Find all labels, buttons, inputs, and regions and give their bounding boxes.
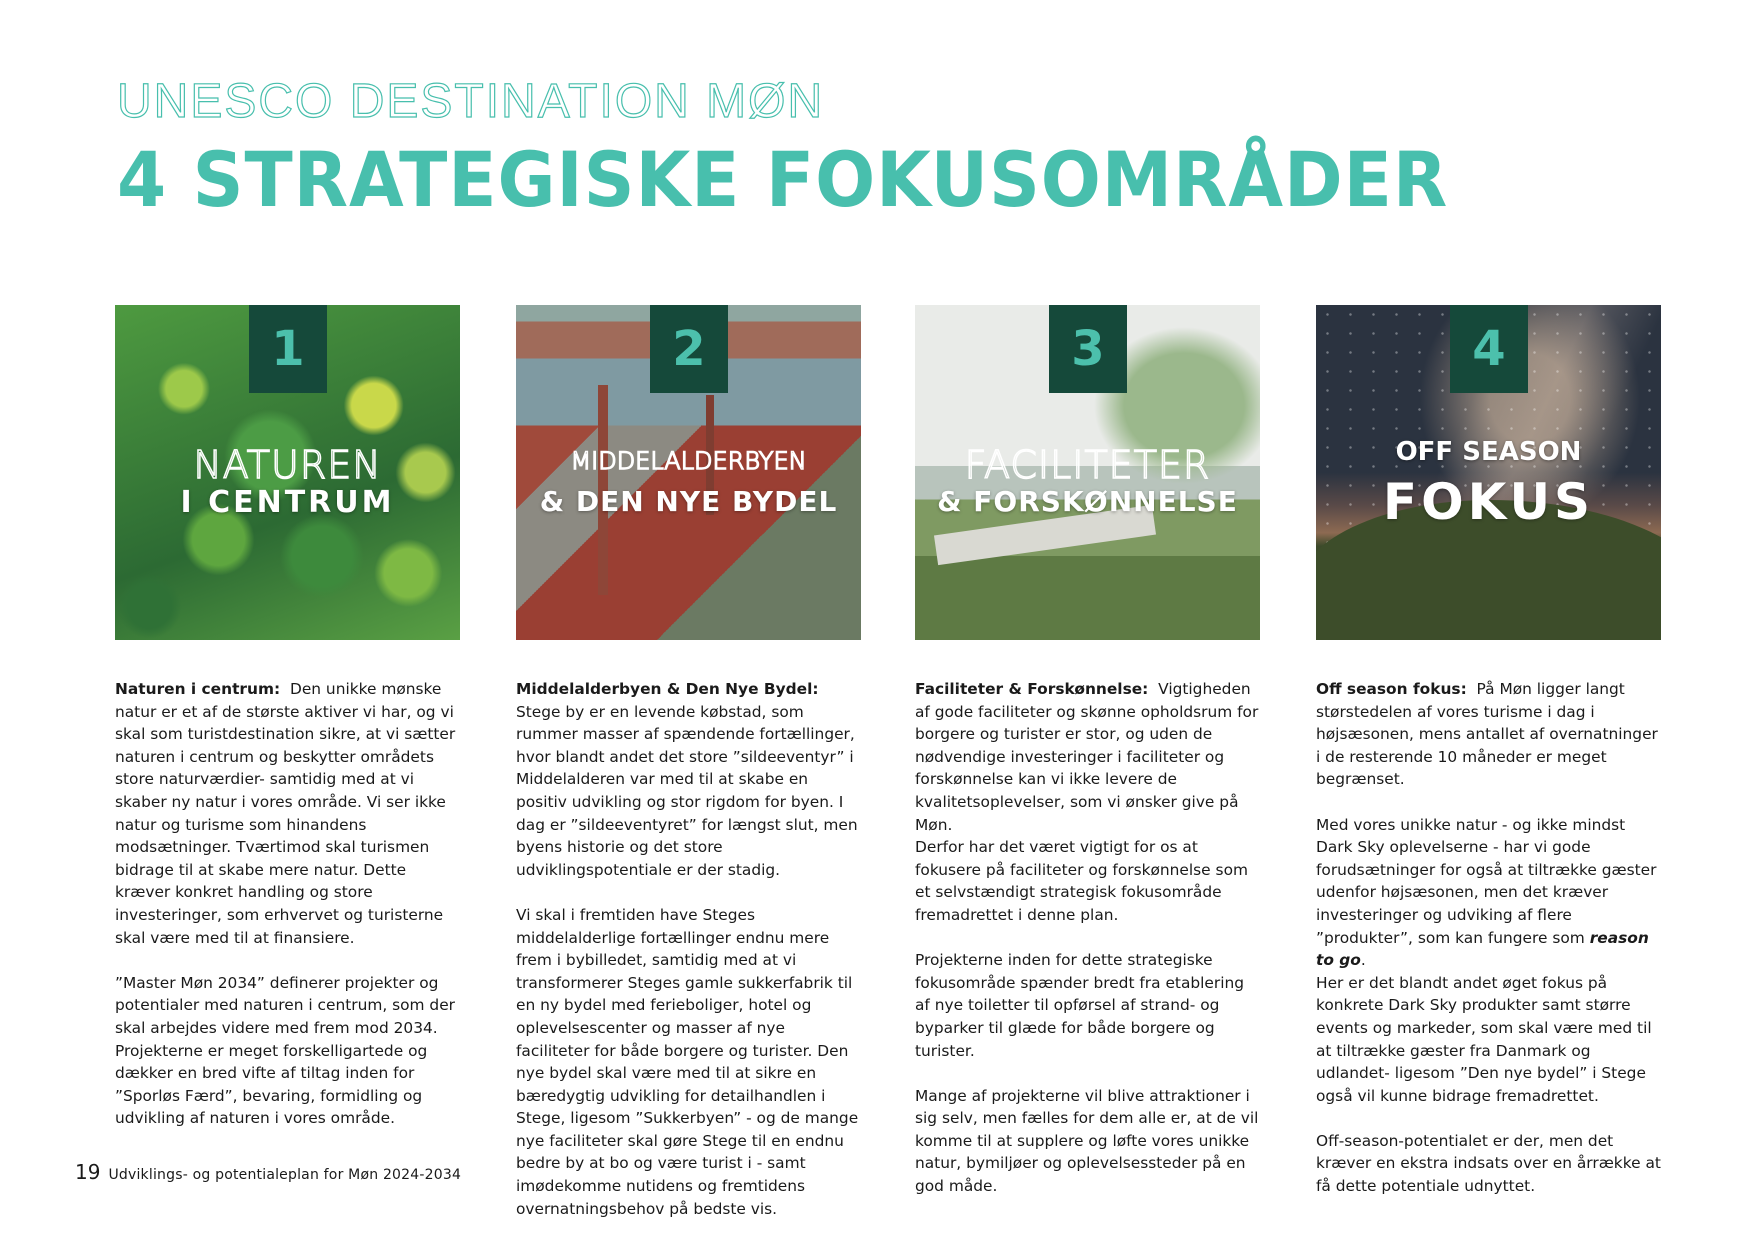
emphasis-tail: . — [1360, 951, 1366, 970]
overlay-title-outline: MIDDELALDERBYEN — [570, 447, 807, 475]
overlay-title-bold: FOKUS — [1382, 473, 1595, 531]
overlay-title-outline: FACILITETER — [964, 443, 1211, 487]
focus-area-3 — [915, 305, 1260, 1220]
paragraph: Her er det blandt andet øget fokus på konkrete Dark Sky produkter samt større events og markeder, som skal være med til at tiltrække gæster fra Danmark og udlandet- ligesom ”Den nye bydel” i Stege også vil kunne bidrage fremadrettet. — [1316, 973, 1652, 1105]
paragraph: Mange af projekterne vil blive attraktioner i sig selv, men fælles for dem alle er, at de vil komme til at supplere og løfte vores unikke natur, bymiljøer og oplevelsessteder på en god måde. — [915, 1086, 1259, 1196]
paragraph: ”Master Møn 2034” definerer projekter og potentialer med naturen i centrum, som der skal arbejdes videre med frem mod 2034. Projekterne er meget forskelligartede og dækker en bred vifte af tiltag inden for ”Sporløs Færd”, bevaring, formidling og udvikling af naturen i vores område. — [115, 973, 455, 1128]
focus-area-2 — [516, 305, 861, 1243]
focus-area-4 — [1316, 305, 1661, 1220]
focus-area-1 — [115, 305, 460, 1152]
lead-heading: Faciliteter & Forskønnelse: — [915, 680, 1149, 698]
lead-heading: Middelalderbyen & Den Nye Bydel: — [516, 680, 819, 698]
overlay-title-bold: & FORSKØNNELSE — [937, 485, 1238, 518]
paragraph: Off-season-potentialet er der, men det kræver en ekstra indsats over en årrække at få dette potentiale udnyttet. — [1316, 1131, 1661, 1196]
paragraph: Vi skal i fremtiden have Steges middelalderlige fortællinger endnu mere frem i bybilledet, samtidig med at vi transformerer Steges gamle sukkerfabrik til en ny bydel med ferieboliger, hotel og oplevelsescenter og masser af nye faciliteter for både borgere og turister. Den nye bydel skal være med til at sikre en bæredygtig udvikling for detailhandlen i Stege, ligesom ”Sukkerbyen” - og de mange nye faciliteter skal gøre Stege til en endnu bedre by at bo og være turist i - samt imødekomme nutidens og fremtidens overnatningsbehov på bedste vis. — [516, 905, 859, 1218]
overlay-title-outline: OFF SEASON — [1395, 437, 1582, 467]
lead-heading: Off season fokus: — [1316, 680, 1467, 698]
body-text — [115, 678, 460, 1130]
paragraph: Med vores unikke natur - og ikke mindst Dark Sky oplevelserne - har vi gode forudsætninger for også at tiltrække gæster udenfor højsæsonen, men det kræver investeringer og udviking af flere ”produkter”, som kan fungere som — [1316, 815, 1657, 947]
town-aerial-photo — [516, 305, 861, 640]
body-text — [516, 678, 861, 1220]
body-text — [915, 678, 1260, 1198]
footer — [75, 1160, 461, 1184]
number-badge: 2 — [650, 305, 728, 393]
night-sky-photo — [1316, 305, 1661, 640]
paragraph: Den unikke mønske natur er et af de største aktiver vi har, og vi skal som turistdestination sikre, at vi sætter naturen i centrum og beskytter områdets store naturværdier- samtidig med at vi skaber ny natur i vores område. Vi ser ikke natur og turisme som hinandens modsætninger. Tværtimod skal turismen bidrage til at skabe mere natur. Dette kræver konkret handling og store investeringer, som erhvervet og turisterne skal være med til at finansiere. — [115, 680, 456, 947]
paragraph: Stege by er en levende købstad, som rummer masser af spændende fortællinger, hvor blandt andet det store ”sildeeventyr” i Middelalderen var med til at skabe en positiv udvikling og stor rigdom for byen. I dag er ”sildeeventyret” for længst slut, men byens historie og det store udviklingspotentiale er der stadig. — [516, 702, 858, 879]
number-badge: 1 — [249, 305, 327, 393]
footer-text: Udviklings- og potentialeplan for Møn 2024-2034 — [108, 1167, 462, 1183]
emphasis-text: reason to go — [1316, 928, 1649, 970]
number-badge: 3 — [1049, 305, 1127, 393]
paragraph: På Møn ligger langt størstedelen af vores turisme i dag i højsæsonen, mens antallet af overnatninger i de resterende 10 måneder er meget begrænset. — [1316, 680, 1658, 789]
supertitle: UNESCO DESTINATION MØN — [117, 75, 825, 128]
page-number: 19 — [75, 1160, 101, 1184]
overlay-title-outline: NATUREN — [193, 443, 382, 487]
forest-photo — [115, 305, 460, 640]
body-text — [1316, 678, 1661, 1198]
overlay-title-bold: I CENTRUM — [180, 485, 395, 520]
overlay-title-bold: & DEN NYE BYDEL — [539, 485, 838, 518]
lead-heading: Naturen i centrum: — [115, 680, 281, 698]
park-rendering-photo — [915, 305, 1260, 640]
paragraph: Projekterne inden for dette strategiske fokusområde spænder bredt fra etablering af nye toiletter til opførsel af strand- og byparker til glæde for både borgere og turister. — [915, 951, 1245, 1060]
number-badge: 4 — [1450, 305, 1528, 393]
paragraph: Vigtigheden af gode faciliteter og skønne opholdsrum for borgere og turister er stor, og uden de nødvendige investeringer i faciliteter og forskønnelse kan vi ikke levere de kvalitetsoplevelser, som vi ønsker give på Møn. Derfor har det været vigtigt for os at fokusere på faciliteter og forskønnelse som et selvstændigt strategisk fokusområde fremadrettet i denne plan. — [915, 680, 1259, 924]
page-title: 4 STRATEGISKE FOKUSOMRÅDER — [117, 135, 1449, 224]
